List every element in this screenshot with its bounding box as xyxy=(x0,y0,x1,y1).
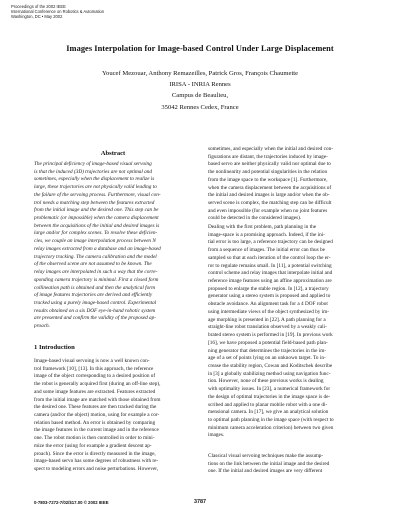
text-line: relay images extracted from a database and an image-based xyxy=(34,245,161,252)
page-number: 3787 xyxy=(194,499,206,505)
text-line: tion. However, none of these previous works is dealing xyxy=(208,378,324,385)
proceedings-line: International Conference on Robotics & Automation xyxy=(11,9,105,14)
text-line: trajectory tracking. The camera calibration and the model xyxy=(34,253,157,260)
abstract-text xyxy=(34,161,192,331)
text-line: figurations are distant, the trajectories induced by image- xyxy=(208,153,328,160)
text-line: the robot is generally acquired first (during an off-line step), xyxy=(34,381,161,388)
text-line: to optimal path planning in the image space (with respect to xyxy=(208,416,334,423)
text-line: of image features trajectories are derived and efficiently xyxy=(34,292,153,299)
text-line: the initial and desired images is large and/or when the ob- xyxy=(208,192,330,199)
text-line: ning generator that determines the trajectories in the im- xyxy=(208,347,327,354)
text-line: crease the stability region, Cowan and Koditschek describe xyxy=(208,362,333,369)
text-line: the failure of the servoing process. Furthermore, visual con- xyxy=(34,191,161,198)
text-line: proach. xyxy=(34,323,50,330)
affiliation-line: Campus de Beaulieu, xyxy=(171,92,229,100)
text-line: the nonlinearity and potential singularities in the relation xyxy=(208,169,328,176)
text-line: image of the object corresponding to a desired position of xyxy=(34,373,156,380)
text-line: brated stereo system is performed in [19]. In previous work xyxy=(208,332,333,339)
text-line: scribed and applied to planar mobile robot with a one di- xyxy=(208,401,328,408)
text-line: are presented and confirm the validity of the proposed ap- xyxy=(34,315,157,322)
text-line: [16], we have proposed a potential field-based path plan- xyxy=(208,339,328,346)
text-line: sometimes, and especially when the initial and desired con- xyxy=(208,146,333,152)
proceedings-header xyxy=(11,4,104,19)
text-line: one. The robot motion is then controlled in order to mini- xyxy=(34,435,155,442)
text-line: and even impossible (for example when no joint features xyxy=(208,207,328,214)
text-line: served scene is complex, the matching step can be difficult xyxy=(208,200,332,207)
text-line: collineation path is obtained and then the analytical form xyxy=(34,284,156,291)
text-line: minimum camera acceleration criterion) between two given xyxy=(208,424,334,431)
text-line: trol framework [10], [13]. In this approach, the reference xyxy=(34,365,154,372)
text-line: could be detected in the considered images). xyxy=(208,215,302,222)
right-column-paragraph-3 xyxy=(208,453,370,476)
text-line: tions on the link between the initial image and the desired xyxy=(208,460,330,467)
text-line: and some image features are extracted. Features extracted xyxy=(34,388,156,395)
paper-title: Images Interpolation for Image-based Control Under Large Displacement xyxy=(66,44,334,53)
text-line: mensional camera. In [17], we give an analytical solution xyxy=(208,409,329,416)
text-line: relation based method. An error is obtained by comparing xyxy=(34,419,156,426)
text-line: tracked using a purely image-based control. Experimental xyxy=(34,299,157,306)
text-line: proach). Since the error is directly measured in the image, xyxy=(34,450,156,457)
text-line: between the acquisitions of the initial and desired images is xyxy=(34,222,160,229)
text-line: Image-based visual servoing is now a well known con- xyxy=(34,358,150,364)
proceedings-line: Proceedings of the 2002 IEEE xyxy=(11,4,66,9)
text-line: tial error is too large, a reference trajectory can be designed xyxy=(208,239,333,246)
right-column-paragraph-1 xyxy=(208,146,370,223)
text-line: of the observed scene are not assumed to be known. The xyxy=(34,261,152,268)
introduction-text xyxy=(34,358,192,474)
text-line: the image features in the current image and in the reference xyxy=(34,427,159,434)
text-line: image-space is a promising approach. Indeed, if the ini- xyxy=(208,231,325,238)
text-line: reference image features using an affine approximation are xyxy=(208,278,332,285)
section-heading-introduction: 1 Introduction xyxy=(34,344,75,351)
text-line: relay images are interpolated in such a way that the corre- xyxy=(34,269,158,276)
text-line: proposed to enlarge the stable region. In [12], a trajectory xyxy=(208,285,329,292)
text-line: based servo are neither physically valid nor optimal due to xyxy=(208,161,331,168)
text-line: results obtained on a six DOF eye-in-hand robotic system xyxy=(34,307,156,314)
text-line: cies, we couple an image interpolation process between N xyxy=(34,238,156,245)
text-line: Dealing with the first problem, path planning in the xyxy=(208,224,317,230)
proceedings-line: Washington, DC • May 2002 xyxy=(11,14,63,19)
text-line: from the initial image and the desired one. This step can be xyxy=(34,207,159,214)
text-line: from the initial image are matched with those obtained from xyxy=(34,396,161,403)
text-line: sampled so that at each iteration of the control loop the er- xyxy=(208,254,331,261)
text-line: trol needs a matching step between the features extracted xyxy=(34,199,155,206)
affiliation-line: 35042 Rennes Cedex, France xyxy=(161,103,239,111)
text-line: large, these trajectories are not physically valid leading to xyxy=(34,184,157,191)
text-line: spect to modeling errors and noise perturbations. However, xyxy=(34,466,159,473)
text-line: image-based servo has some degrees of robustness with re- xyxy=(34,458,159,465)
text-line: is that the induced (3D) trajectories are not optimal and xyxy=(34,168,153,175)
text-line: large and/or for complex scenes. To resolve these deficien- xyxy=(34,230,158,237)
text-line: age morphing is presented in [22]. A path planning for a xyxy=(208,316,326,323)
author-block xyxy=(0,68,400,113)
text-line: one. If the initial and desired images are very different xyxy=(208,468,323,475)
text-line: when the camera displacement between the acquisitions of xyxy=(208,184,332,191)
text-line: control scheme and relay images that interpolate initial and xyxy=(208,270,333,277)
text-line: ror to regulate remains small. In [11], a potential switching xyxy=(208,262,332,269)
text-line: from a sequence of images. The initial error can thus be xyxy=(208,247,325,254)
text-line: the desired one. These features are then tracked during the xyxy=(34,404,157,411)
text-line: straight-line robot translation observed by a weakly cali- xyxy=(208,324,327,331)
text-line: sponding camera trajectory is minimal. First a closed form xyxy=(34,276,159,283)
text-line: in [3] a globally stabilizing method using navigation func- xyxy=(208,370,331,377)
copyright-footer: 0-7803-7272-7/02/$17.00 © 2002 IEEE xyxy=(34,500,109,505)
text-line: Classical visual servoing techniques make the assump- xyxy=(208,453,324,459)
text-line: The principal deficiency of image-based visual servoing xyxy=(34,161,152,167)
text-line: the design of optimal trajectories in the image space is de- xyxy=(208,393,331,400)
right-column-paragraph-2 xyxy=(208,224,370,440)
author-names: Youcef Mezouar, Anthony Remazeilles, Patrick Gros, François Chaumette xyxy=(101,70,299,77)
abstract-heading: Abstract xyxy=(100,150,126,157)
affiliation-line: IRISA - INRIA Rennes xyxy=(169,81,231,89)
text-line: from the image space to the workspace [1]. Furthermore, xyxy=(208,176,328,183)
text-line: camera (and/or the object) motion, using for example a cor- xyxy=(34,412,160,419)
text-line: using intermediate views of the object synthesized by im- xyxy=(208,308,330,315)
text-line: with optimality issues. In [23], a numerical framework for xyxy=(208,386,331,393)
text-line: age of a set of points lying on an unknown target. To in- xyxy=(208,355,326,362)
text-line: problematic (or impossible) when the camera displacement xyxy=(34,215,159,222)
text-line: images. xyxy=(208,432,225,439)
text-line: mize the error (using for example a gradient descent ap- xyxy=(34,442,152,449)
text-line: generator using a stereo system is proposed and applied to xyxy=(208,293,331,300)
text-line: sometimes, especially when the displacement to realize is xyxy=(34,176,155,183)
text-line: obstacle avoidance. An alignment task for a 4 DOF robot xyxy=(208,301,328,308)
